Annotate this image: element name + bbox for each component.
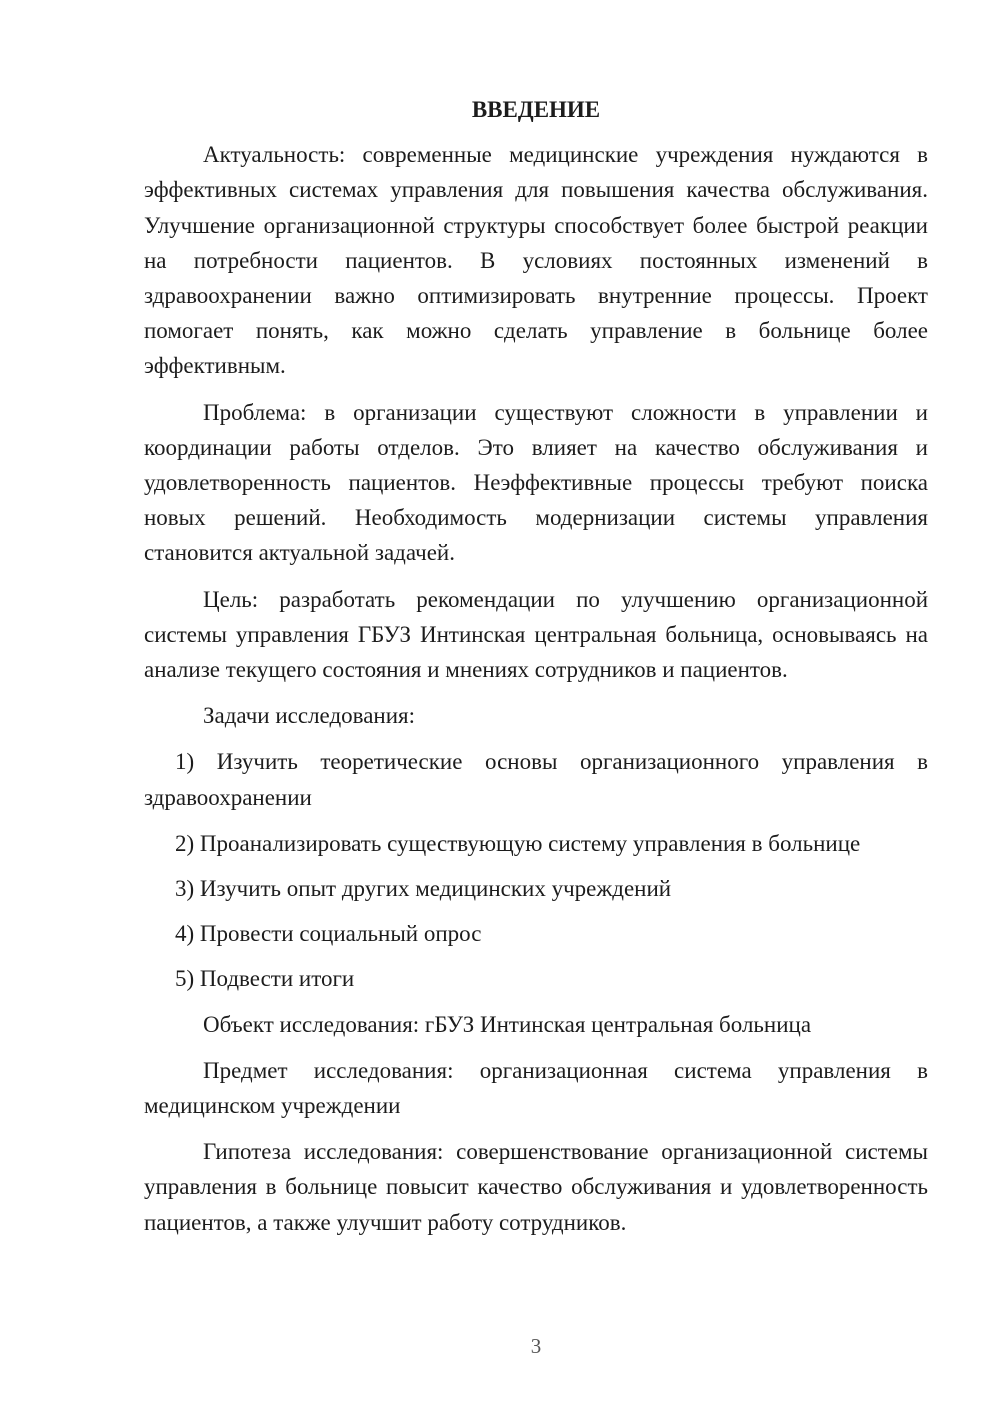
paragraph-object: Объект исследования: гБУЗ Интинская центральная больница <box>203 1011 812 1037</box>
paragraph-problem: Проблема: в организации существуют сложности в управлении и координации работы отделов. Это влияет на качество обслуживания и удовлетворенность пациентов. Неэффективные процессы требуют поиска новых решений. Необходимость модернизации системы управления становится актуальной задачей. <box>144 399 928 566</box>
page-number: 3 <box>530 1334 542 1358</box>
paragraph-relevance: Актуальность: современные медицинские учреждения нуждаются в эффективных системах управления для повышения качества обслуживания. Улучшение организационной структуры способствует более быстрой реакции на потребности пациентов. В условиях постоянных изменений в здравоохранении важно оптимизировать внутренние процессы. Проект помогает понять, как можно сделать управление в больнице более эффективным. <box>144 142 928 379</box>
section-title: ВВЕДЕНИЕ <box>471 97 601 122</box>
task-item-5: 5) Подвести итоги <box>175 966 355 992</box>
paragraph-hypothesis: Гипотеза исследования: совершенствование организационной системы управления в больнице повысит качество обслуживания и удовлетворенность пациентов, а также улучшит работу сотрудников. <box>144 1139 928 1235</box>
task-item-3: 3) Изучить опыт других медицинских учреждений <box>175 876 672 902</box>
document-body <box>144 92 928 1251</box>
task-item-4: 4) Провести социальный опрос <box>175 921 482 947</box>
task-item-1: 1) Изучить теоретические основы организационного управления в здравоохранении <box>144 749 928 810</box>
paragraph-goal: Цель: разработать рекомендации по улучшению организационной системы управления ГБУЗ Интинская центральная больница, основываясь на анализе текущего состояния и мнениях сотрудников и пациентов. <box>144 586 928 683</box>
task-item-2: 2) Проанализировать существующую систему управления в больнице <box>175 830 861 856</box>
paragraph-subject: Предмет исследования: организационная система управления в медицинском учреждении <box>144 1057 928 1119</box>
tasks-heading: Задачи исследования: <box>203 703 416 729</box>
